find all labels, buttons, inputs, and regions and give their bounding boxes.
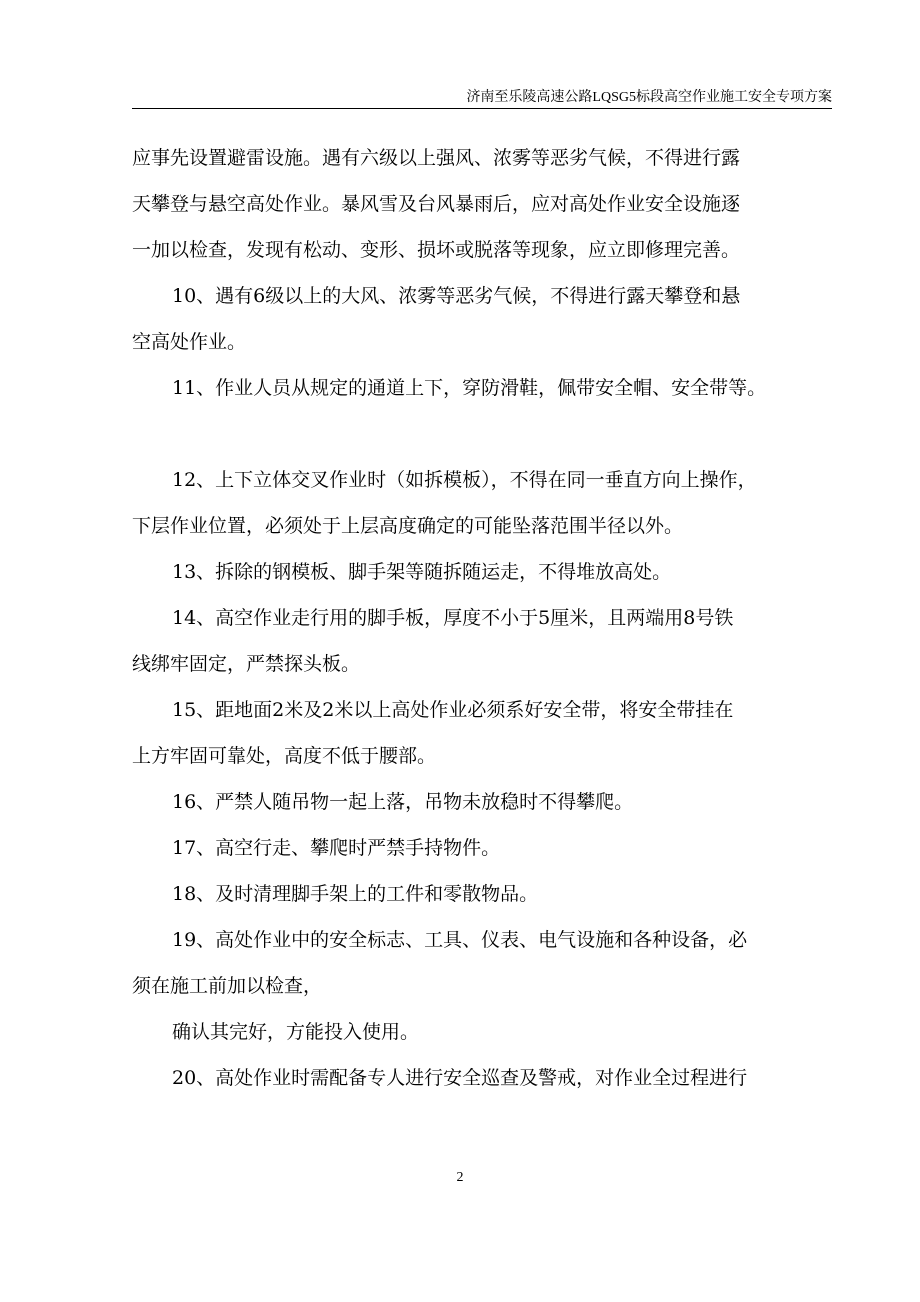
text-line: 须在施工前加以检查， xyxy=(132,975,323,997)
paragraph xyxy=(132,135,832,273)
paragraph xyxy=(132,1055,832,1101)
text-line: 线绑牢固定，严禁探头板。 xyxy=(132,653,361,675)
text-line: 18、及时清理脚手架上的工件和零散物品。 xyxy=(172,883,539,905)
document-body xyxy=(132,135,832,1101)
header-title: 济南至乐陵高速公路LQSG5标段高空作业施工安全专项方案 xyxy=(466,90,832,105)
text-line: 15、距地面2米及2米以上高处作业必须系好安全带，将安全带挂在 xyxy=(172,699,734,721)
paragraph xyxy=(132,687,832,779)
text-line: 确认其完好，方能投入使用。 xyxy=(172,1021,420,1043)
text-line: 下层作业位置，必须处于上层高度确定的可能坠落范围半径以外。 xyxy=(132,515,684,537)
paragraph xyxy=(132,595,832,687)
text-line: 14、高空作业走行用的脚手板，厚度不小于5厘米，且两端用8号铁 xyxy=(172,607,734,629)
text-line: 空高处作业。 xyxy=(132,331,247,353)
text-line: 天攀登与悬空高处作业。暴风雪及台风暴雨后，应对高处作业安全设施逐 xyxy=(132,193,741,215)
paragraph-spacer xyxy=(132,411,832,457)
page-number: 2 xyxy=(456,1170,464,1185)
text-line: 20、高处作业时需配备专人进行安全巡查及警戒，对作业全过程进行 xyxy=(172,1067,748,1089)
text-line: 17、高空行走、攀爬时严禁手持物件。 xyxy=(172,837,501,859)
text-line: 11、作业人员从规定的通道上下，穿防滑鞋，佩带安全帽、安全带等。 xyxy=(172,377,767,399)
text-line: 13、拆除的钢模板、脚手架等随拆随运走，不得堆放高处。 xyxy=(172,561,672,583)
text-line: 上方牢固可靠处，高度不低于腰部。 xyxy=(132,745,437,767)
paragraph xyxy=(132,457,832,549)
text-line: 应事先设置避雷设施。遇有六级以上强风、浓雾等恶劣气候，不得进行露 xyxy=(132,147,741,169)
paragraph xyxy=(132,273,832,365)
paragraph xyxy=(132,779,832,825)
text-line: 12、上下立体交叉作业时（如拆模板），不得在同一垂直方向上操作， xyxy=(172,469,757,491)
paragraph xyxy=(132,1009,832,1055)
text-line: 19、高处作业中的安全标志、工具、仪表、电气设施和各种设备，必 xyxy=(172,929,748,951)
paragraph xyxy=(132,871,832,917)
paragraph xyxy=(132,825,832,871)
paragraph xyxy=(132,365,832,411)
paragraph xyxy=(132,549,832,595)
text-line: 一加以检查，发现有松动、变形、损坏或脱落等现象，应立即修理完善。 xyxy=(132,239,741,261)
text-line: 10、遇有6级以上的大风、浓雾等恶劣气候，不得进行露天攀登和悬 xyxy=(172,285,741,307)
paragraph xyxy=(132,917,832,1009)
running-header xyxy=(132,86,832,109)
text-line: 16、严禁人随吊物一起上落，吊物未放稳时不得攀爬。 xyxy=(172,791,634,813)
